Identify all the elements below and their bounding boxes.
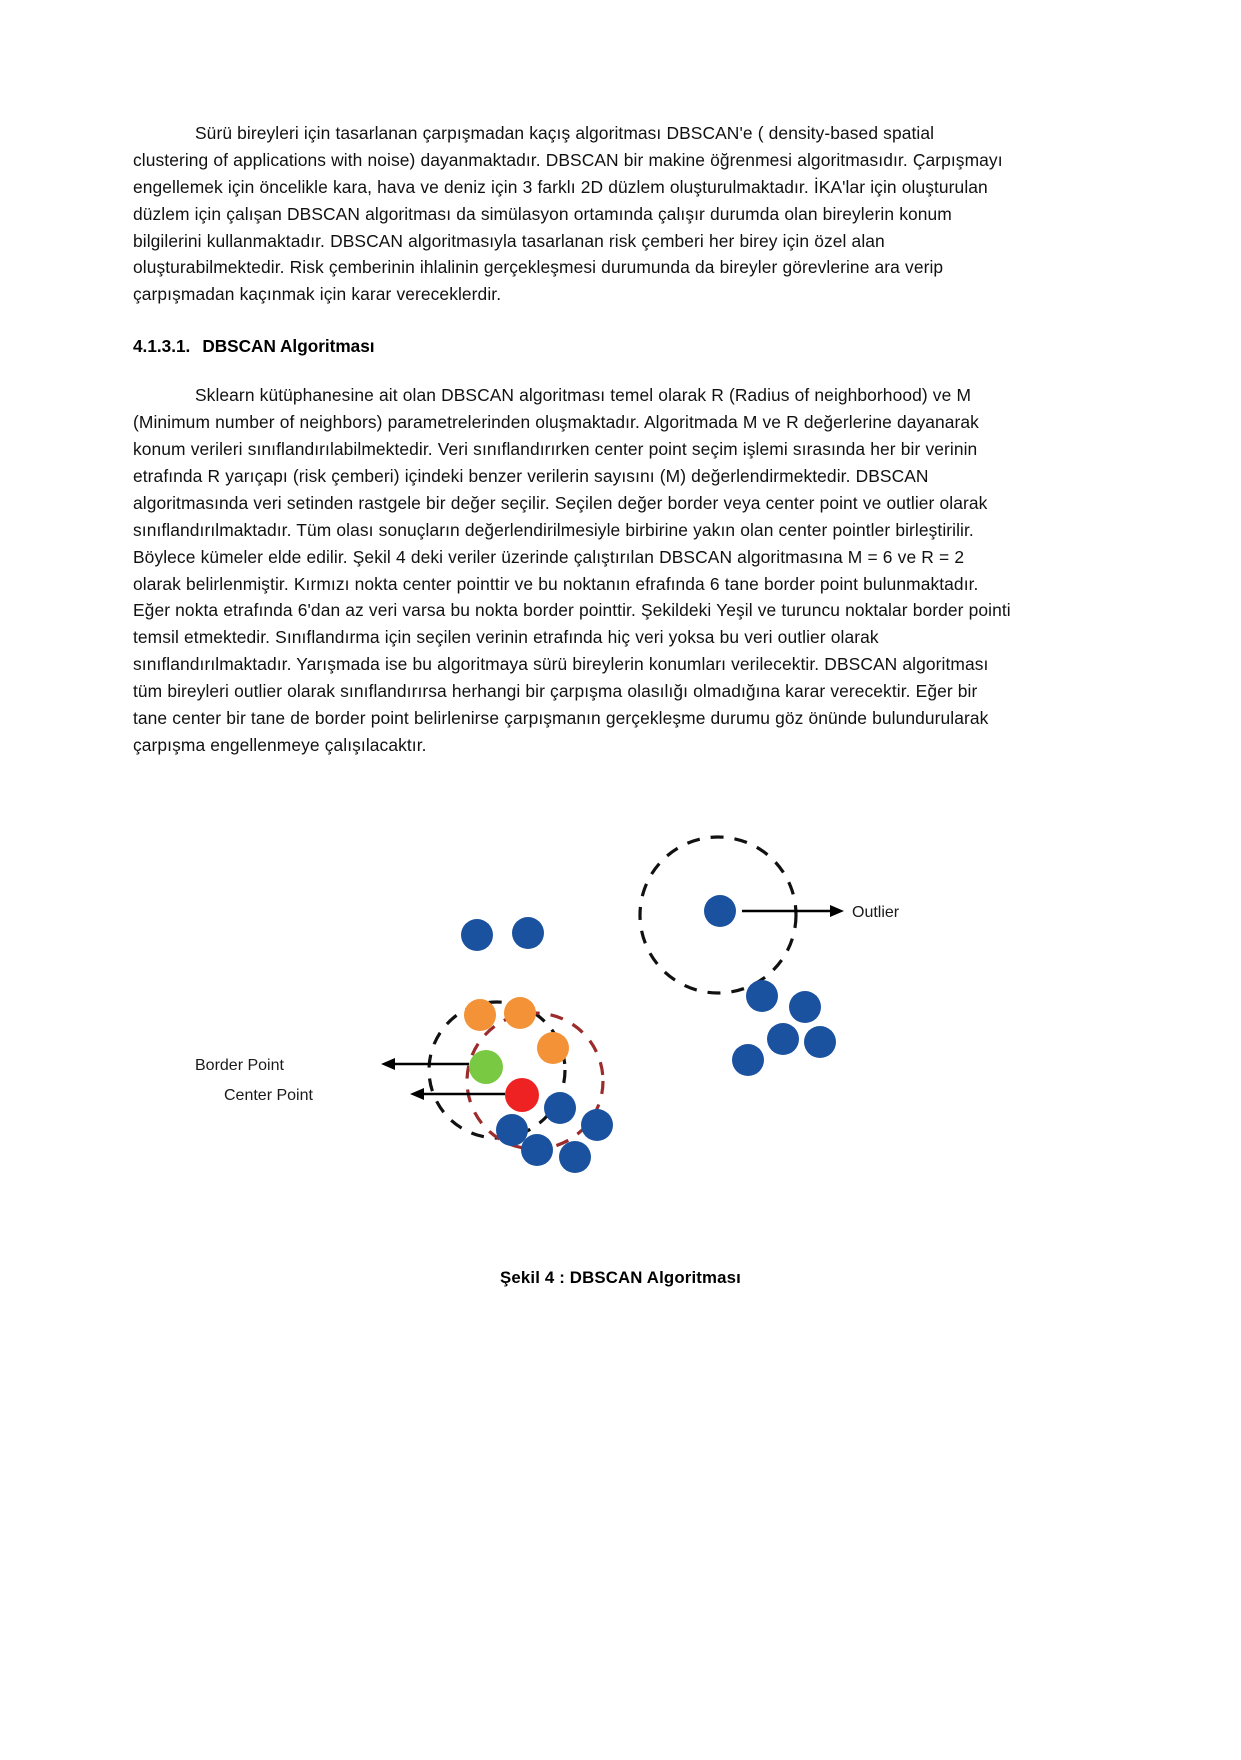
data-point-orange: [537, 1032, 569, 1064]
section-heading: [133, 334, 1011, 358]
data-point-blue: [767, 1023, 799, 1055]
data-point-blue: [789, 991, 821, 1023]
paragraph-dbscan-text: Sklearn kütüphanesine ait olan DBSCAN algoritması temel olarak R (Radius of neighborhood) ve M (Minimum number of neighbors) parametrelerinden oluşmaktadır. Algoritmada M ve R değerlerine dayanarak konum verileri sınıflandırılabilmektedir. Veri sınıflandırırken center point seçim işlemi sırasında her bir verinin etrafında R yarıçapı (risk çemberi) içindeki benzer verilerin sayısını (M) değerlendirmektedir. DBSCAN algoritmasında veri setinden rastgele bir değer seçilir. Seçilen değer border veya center point ve outlier olarak sınıflandırılmaktadır. Tüm olası sonuçların değerlendirilmesiyle birbirine yakın olan center pointler birleştirilir. Böylece kümeler elde edilir. Şekil 4 deki veriler üzerinde çalıştırılan DBSCAN algoritmasına M = 6 ve R = 2 olarak belirlenmiştir. Kırmızı nokta center pointtir ve bu noktanın efrafında 6 tane border point bulunmaktadır. Eğer nokta etrafında 6'dan az veri varsa bu nokta border pointtir. Şekildeki Yeşil ve turuncu noktalar border pointi temsil etmektedir. Sınıflandırma için seçilen verinin etrafında hiç veri yoksa bu veri outlier olarak sınıflandırılmaktadır. Yarışmada ise bu algoritmaya sürü bireylerin konumları verilecektir. DBSCAN algoritması tüm bireyleri outlier olarak sınıflandırırsa herhangi bir çarpışma olasılığı olmadığına karar verecektir. Eğer bir tane center bir tane de border point belirlenirse çarpışmanın gerçekleşme durumu göz önünde bulundurularak çarpışma engellenmeye çalışılacaktır.: [133, 385, 1011, 755]
data-point-green: [469, 1050, 503, 1084]
center-point-label: Center Point: [224, 1087, 313, 1104]
data-point-blue: [496, 1114, 528, 1146]
paragraph-intro: [133, 120, 1011, 308]
data-point-blue: [581, 1109, 613, 1141]
figure-dbscan: [0, 820, 1241, 1288]
data-point-blue: [559, 1141, 591, 1173]
data-point-blue: [544, 1092, 576, 1124]
section-heading-title: DBSCAN Algoritması: [202, 336, 375, 357]
paragraph-dbscan: [133, 382, 1011, 758]
data-point-orange: [504, 997, 536, 1029]
data-point-blue: [461, 919, 493, 951]
document-body: [133, 120, 1011, 759]
section-heading-number: 4.1.3.1.: [133, 336, 191, 357]
data-point-blue: [732, 1044, 764, 1076]
outlier-label: Outlier: [852, 904, 900, 921]
paragraph-intro-text: Sürü bireyleri için tasarlanan çarpışmadan kaçış algoritması DBSCAN'e ( density-based spatial clustering of applications with noise) dayanmaktadır. DBSCAN bir makine öğrenmesi algoritmasıdır. Çarpışmayı engellemek için öncelikle kara, hava ve deniz için 3 farklı 2D düzlem oluşturulmaktadır. İKA'lar için oluşturulan düzlem için çalışan DBSCAN algoritması da simülasyon ortamında çalışır durumda olan bireylerin konum bilgilerini kullanmaktadır. DBSCAN algoritmasıyla tasarlanan risk çemberi her birey için özel alan oluşturabilmektedir. Risk çemberinin ihlalinin gerçekleşmesi durumunda da bireyler görevlerine ara verip çarpışmadan kaçınmak için karar vereceklerdir.: [133, 123, 1003, 305]
data-point-blue: [521, 1134, 553, 1166]
outlier-point: [704, 895, 736, 927]
figure-canvas: [0, 820, 1241, 1240]
data-point-red-center: [505, 1078, 539, 1112]
border-point-label: Border Point: [195, 1057, 284, 1074]
center-point-arrow-head: [410, 1088, 424, 1100]
data-point-blue: [804, 1026, 836, 1058]
data-point-orange: [464, 999, 496, 1031]
data-point-blue: [746, 980, 778, 1012]
dbscan-diagram: [0, 820, 1241, 1240]
data-point-blue: [512, 917, 544, 949]
border-point-arrow-head: [381, 1058, 395, 1070]
figure-caption: Şekil 4 : DBSCAN Algoritması: [500, 1268, 741, 1287]
outlier-arrow-head: [830, 905, 844, 917]
